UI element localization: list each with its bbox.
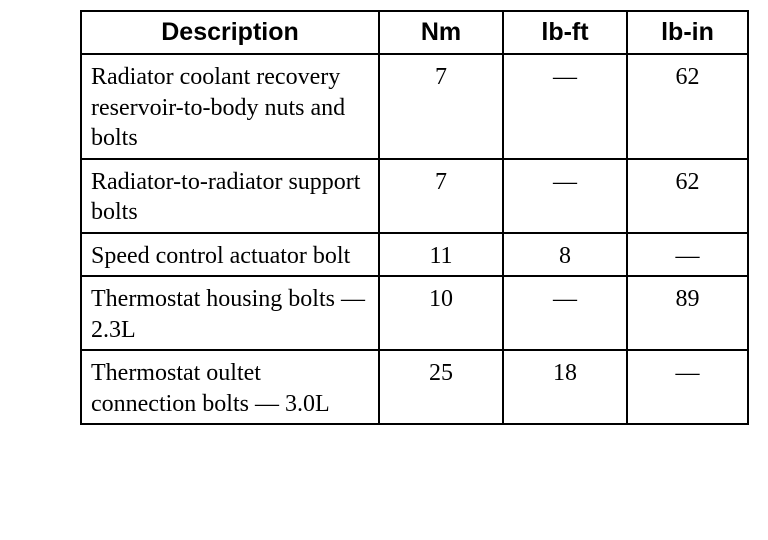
- table-row: [81, 159, 748, 233]
- cell-lb-ft: —: [503, 276, 627, 350]
- cell-lb-ft: —: [503, 54, 627, 159]
- header-row: [81, 11, 748, 54]
- cell-nm: 10: [379, 276, 503, 350]
- torque-spec-table: [80, 10, 749, 425]
- cell-nm: 25: [379, 350, 503, 424]
- cell-description: Speed control actuator bolt: [81, 233, 379, 277]
- cell-lb-in: 62: [627, 159, 748, 233]
- column-header-description: Description: [81, 11, 379, 54]
- cell-nm: 7: [379, 159, 503, 233]
- column-header-lb-in: lb-in: [627, 11, 748, 54]
- cell-lb-ft: 18: [503, 350, 627, 424]
- cell-lb-in: 89: [627, 276, 748, 350]
- column-header-lb-ft: lb-ft: [503, 11, 627, 54]
- table-row: [81, 276, 748, 350]
- cell-description: Radiator-to-radiator support bolts: [81, 159, 379, 233]
- cell-nm: 11: [379, 233, 503, 277]
- cell-lb-in: 62: [627, 54, 748, 159]
- table-header: [81, 11, 748, 54]
- table-body: [81, 54, 748, 424]
- cell-description: Thermostat oultet connection bolts — 3.0L: [81, 350, 379, 424]
- cell-lb-in: —: [627, 233, 748, 277]
- cell-lb-ft: —: [503, 159, 627, 233]
- table-row: [81, 233, 748, 277]
- table-row: [81, 54, 748, 159]
- column-header-nm: Nm: [379, 11, 503, 54]
- cell-description: Radiator coolant recovery reservoir-to-body nuts and bolts: [81, 54, 379, 159]
- cell-nm: 7: [379, 54, 503, 159]
- table-row: [81, 350, 748, 424]
- cell-description: Thermostat housing bolts — 2.3L: [81, 276, 379, 350]
- cell-lb-in: —: [627, 350, 748, 424]
- cell-lb-ft: 8: [503, 233, 627, 277]
